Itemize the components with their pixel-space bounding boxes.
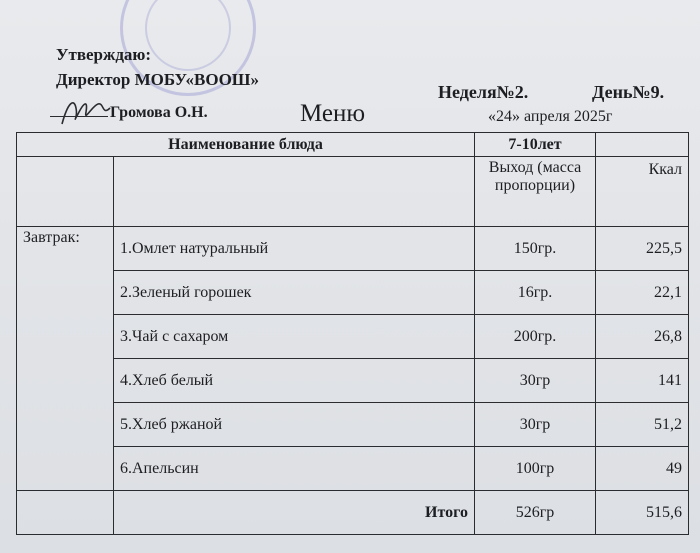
menu-date: «24» апреля 2025г	[488, 108, 613, 125]
dish-output: 30гр	[475, 403, 596, 447]
dish-name: 3.Чай с сахаром	[114, 315, 475, 359]
dish-kcal: 22,1	[596, 271, 689, 315]
signature-line	[50, 116, 108, 117]
dish-kcal: 26,8	[596, 315, 689, 359]
dish-output: 150гр.	[475, 227, 596, 271]
table-row	[17, 447, 689, 491]
col-dish-header: Наименование блюда	[17, 133, 475, 157]
col-age-header: 7-10лет	[475, 133, 596, 157]
dish-name: 1.Омлет натуральный	[114, 227, 475, 271]
total-label: Итого	[114, 491, 475, 535]
dish-output: 16гр.	[475, 271, 596, 315]
director-label: Директор МОБУ«ВООШ»	[56, 70, 259, 89]
total-output: 526гр	[475, 491, 596, 535]
week-number: Неделя№2.	[438, 82, 529, 102]
total-empty	[17, 491, 114, 535]
approve-label: Утверждаю:	[56, 45, 152, 64]
dish-output: 100гр	[475, 447, 596, 491]
col-age-empty	[596, 133, 689, 157]
table-header-row	[17, 133, 689, 157]
day-number: День№9.	[592, 82, 665, 102]
menu-table	[16, 132, 689, 535]
table-total-row	[17, 491, 689, 535]
dish-name: 2.Зеленый горошек	[114, 271, 475, 315]
col-output-header: Выход (масса пропорции)	[475, 157, 596, 227]
dish-kcal: 141	[596, 359, 689, 403]
dish-name: 6.Апельсин	[114, 447, 475, 491]
dish-output: 30гр	[475, 359, 596, 403]
col-kcal-header: Ккал	[596, 157, 689, 227]
table-row	[17, 271, 689, 315]
dish-output: 200гр.	[475, 315, 596, 359]
dish-name: 5.Хлеб ржаной	[114, 403, 475, 447]
subheader-empty-2	[114, 157, 475, 227]
dish-kcal: 225,5	[596, 227, 689, 271]
table-row	[17, 227, 689, 271]
director-name-text: Громова О.Н.	[110, 104, 208, 121]
table-row	[17, 403, 689, 447]
meal-label: Завтрак:	[17, 227, 114, 491]
dish-name: 4.Хлеб белый	[114, 359, 475, 403]
subheader-empty-1	[17, 157, 114, 227]
table-subheader-row	[17, 157, 689, 227]
total-kcal: 515,6	[596, 491, 689, 535]
table-row	[17, 315, 689, 359]
table-row	[17, 359, 689, 403]
dish-kcal: 51,2	[596, 403, 689, 447]
menu-title: Меню	[300, 100, 366, 127]
dish-kcal: 49	[596, 447, 689, 491]
director-name	[50, 104, 208, 122]
